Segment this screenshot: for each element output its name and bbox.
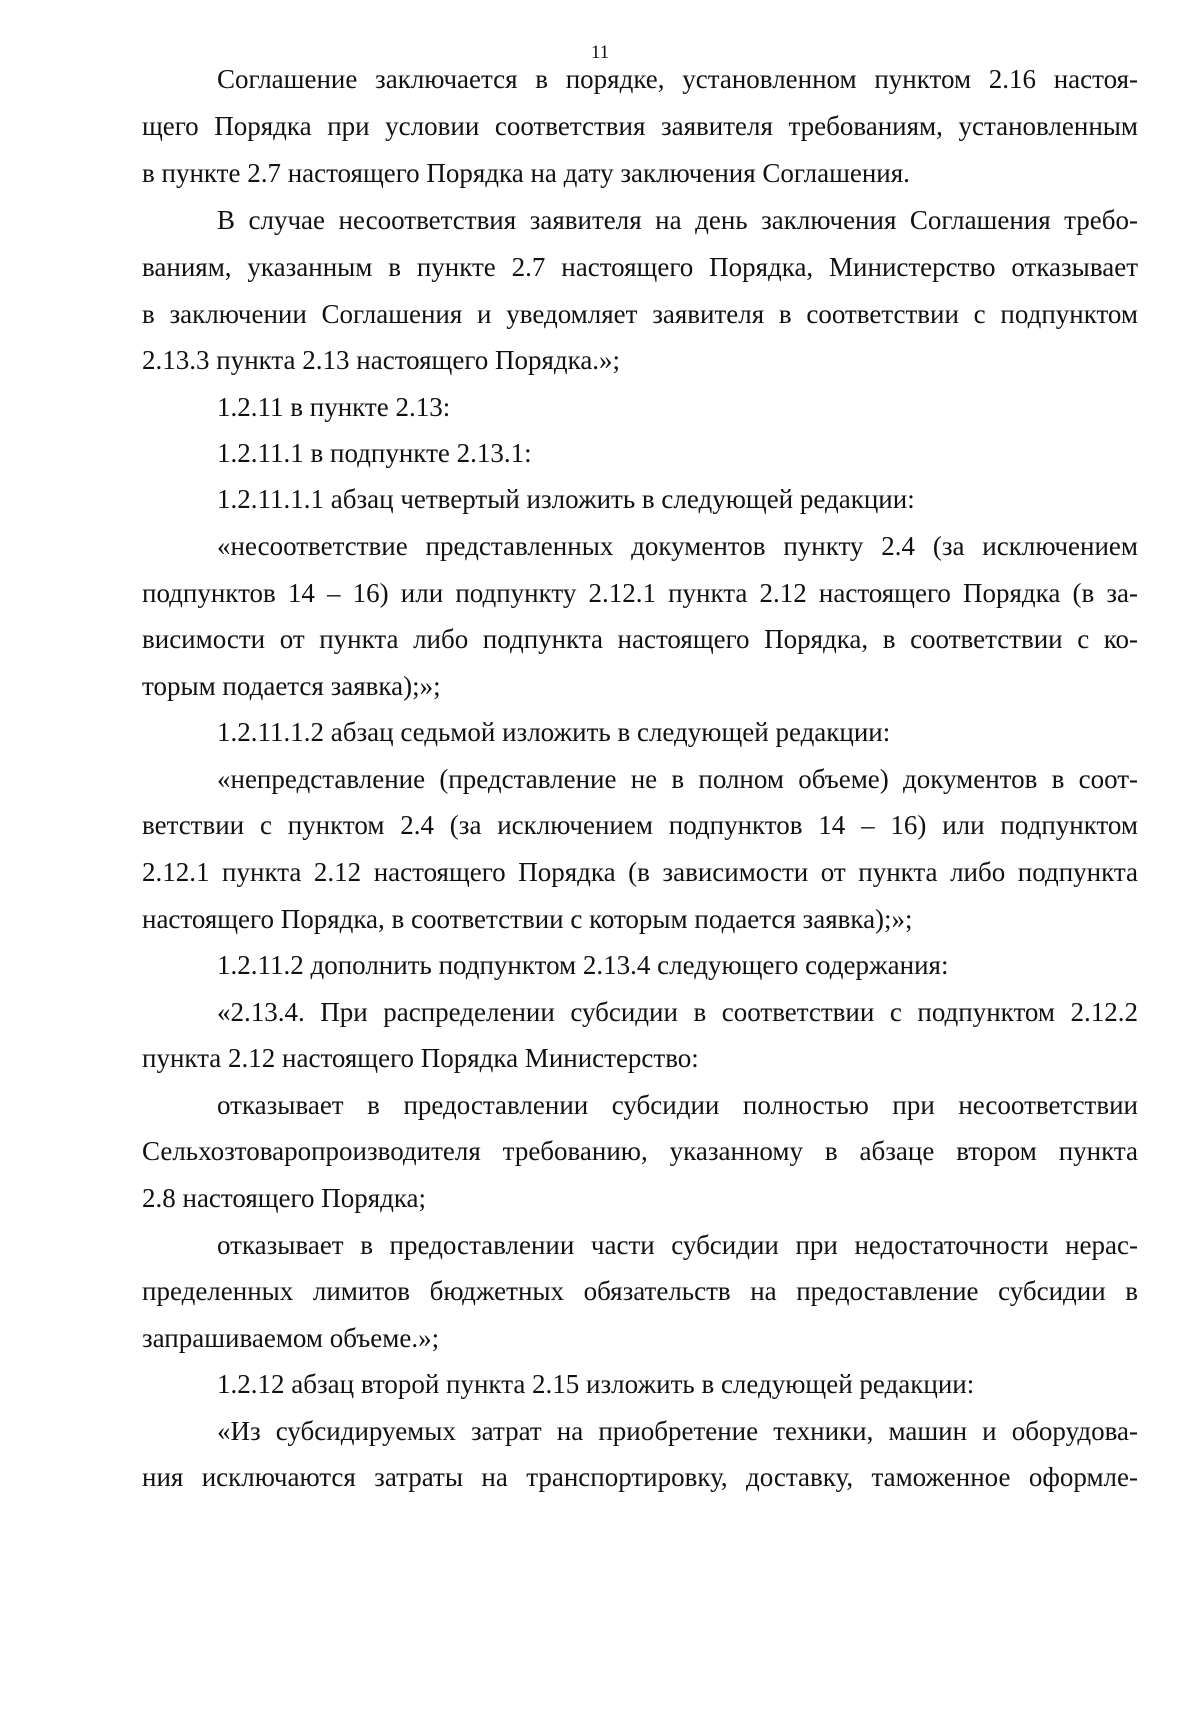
text-line: подпунктов 14 – 16) или подпункту 2.12.1 пункта 2.12 настоящего Порядка (в за- [142,578,1138,608]
text-line: Сельхозтоваропроизводителя требованию, указанному в абзаце втором пункта [142,1136,1138,1166]
text-line: ваниям, указанным в пункте 2.7 настоящего Порядка, Министерство отказывает [142,252,1138,282]
text-line: «несоответствие представленных документов пункту 2.4 (за исключением [217,531,1138,561]
text-line: пункта 2.12 настоящего Порядка Министерство: [142,1043,699,1073]
text-line: отказывает в предоставлении части субсидии при недостаточности нерас- [217,1230,1138,1260]
text-line: торым подается заявка);»; [142,671,441,701]
text-line: отказывает в предоставлении субсидии полностью при несоответствии [217,1090,1138,1120]
text-line: пределенных лимитов бюджетных обязательств на предоставление субсидии в [142,1276,1138,1306]
text-line: настоящего Порядка, в соответствии с которым подается заявка);»; [142,904,913,934]
text-line: 1.2.12 абзац второй пункта 2.15 изложить в следующей редакции: [217,1369,975,1399]
text-line: Соглашение заключается в порядке, установленном пунктом 2.16 настоя- [217,64,1138,94]
text-line: ния исключаются затраты на транспортировку, доставку, таможенное оформле- [142,1462,1138,1492]
text-line: 1.2.11 в пункте 2.13: [217,392,451,422]
page-number: 11 [590,42,610,63]
text-line: «2.13.4. При распределении субсидии в соответствии с подпунктом 2.12.2 [217,997,1138,1027]
text-line: запрашиваемом объеме.»; [142,1323,440,1353]
text-line: 1.2.11.2 дополнить подпунктом 2.13.4 следующего содержания: [217,950,949,980]
text-line: 2.12.1 пункта 2.12 настоящего Порядка (в зависимости от пункта либо подпункта [142,857,1138,887]
text-line: висимости от пункта либо подпункта настоящего Порядка, в соответствии с ко- [142,624,1138,654]
text-line: «Из субсидируемых затрат на приобретение техники, машин и оборудова- [217,1416,1138,1446]
text-line: «непредставление (представление не в полном объеме) документов в соот- [217,764,1138,794]
text-line: щего Порядка при условии соответствия заявителя требованиям, установленным [142,111,1138,141]
text-line: 1.2.11.1.2 абзац седьмой изложить в следующей редакции: [217,717,891,747]
text-line: в пункте 2.7 настоящего Порядка на дату заключения Соглашения. [142,158,910,188]
text-line: 1.2.11.1.1 абзац четвертый изложить в следующей редакции: [217,484,915,514]
text-line: 2.13.3 пункта 2.13 настоящего Порядка.»; [142,345,621,375]
text-line: ветствии с пунктом 2.4 (за исключением подпунктов 14 – 16) или подпунктом [142,810,1138,840]
text-line: 1.2.11.1 в подпункте 2.13.1: [217,438,532,468]
text-line: В случае несоответствия заявителя на день заключения Соглашения требо- [217,205,1138,235]
text-line: в заключении Соглашения и уведомляет заявителя в соответствии с подпунктом [142,299,1138,329]
text-line: 2.8 настоящего Порядка; [142,1183,427,1213]
